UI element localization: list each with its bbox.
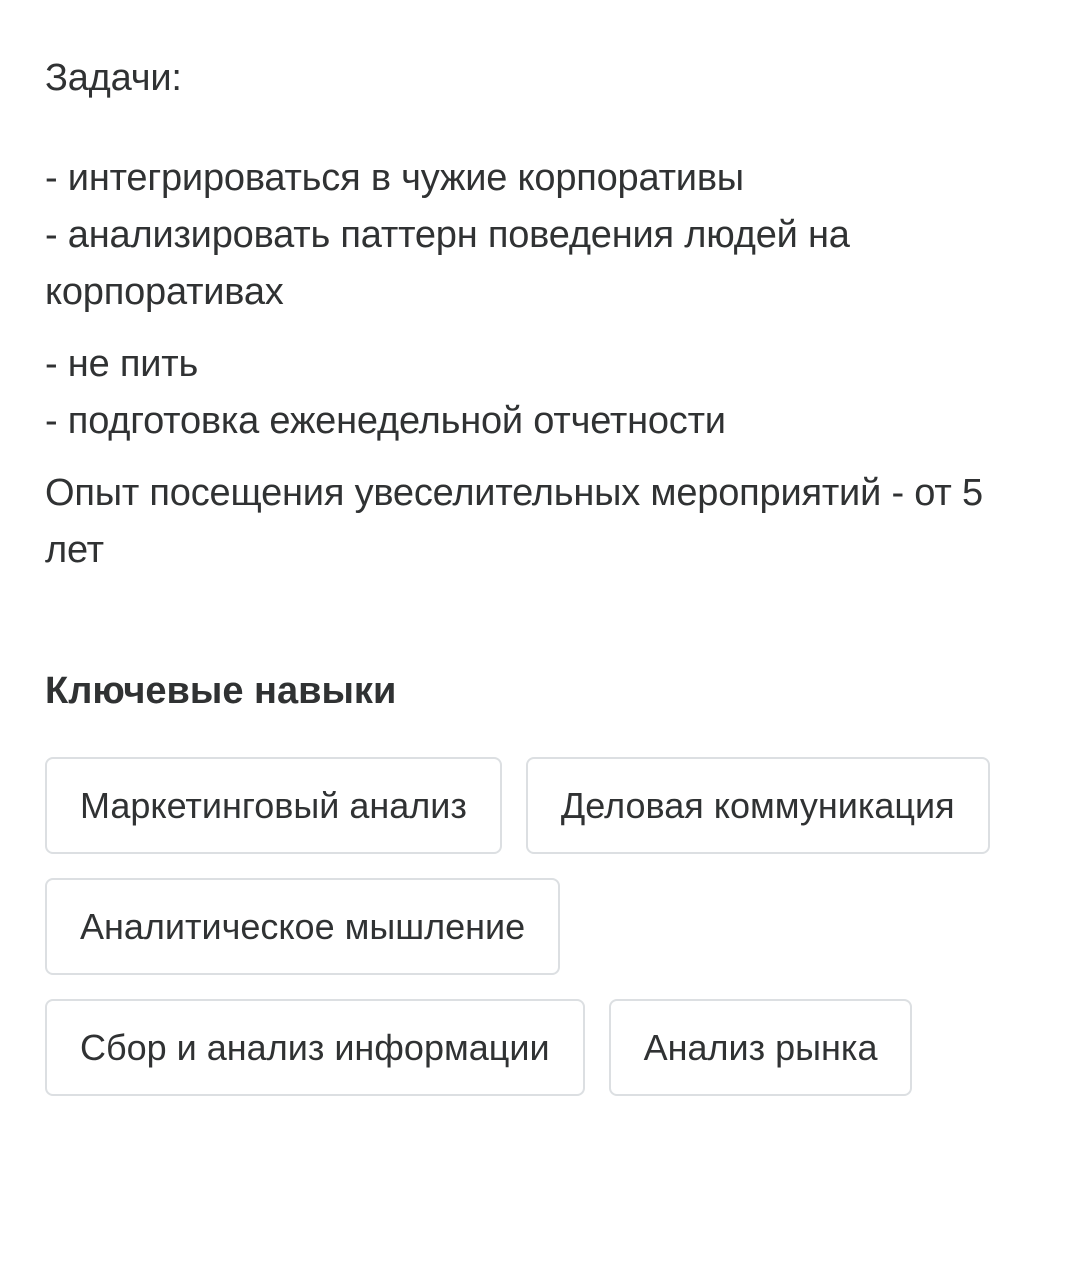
key-skills-title: Ключевые навыки: [45, 670, 397, 712]
task-line: - интегрироваться в чужие корпоративы: [45, 157, 744, 199]
key-skills-list: [45, 757, 1025, 1096]
tasks-title: Задачи:: [45, 57, 182, 99]
skill-chip[interactable]: Маркетинговый анализ: [45, 757, 502, 854]
vacancy-content: [45, 0, 1025, 1096]
task-line: - анализировать паттерн поведения людей на корпоративах: [45, 214, 850, 313]
skill-chip[interactable]: Деловая коммуникация: [526, 757, 990, 854]
rule-line: - подготовка еженедельной отчетности: [45, 400, 726, 442]
skill-chip[interactable]: Сбор и анализ информации: [45, 999, 585, 1096]
experience-paragraph: Опыт посещения увеселительных мероприятий - от 5 лет: [45, 472, 983, 571]
vacancy-description: [45, 0, 1025, 579]
rule-line: - не пить: [45, 343, 199, 385]
rules-paragraph: [45, 336, 1025, 450]
tasks-paragraph: [45, 150, 1025, 321]
skill-chip[interactable]: Аналитическое мышление: [45, 878, 560, 975]
skill-chip[interactable]: Анализ рынка: [609, 999, 913, 1096]
